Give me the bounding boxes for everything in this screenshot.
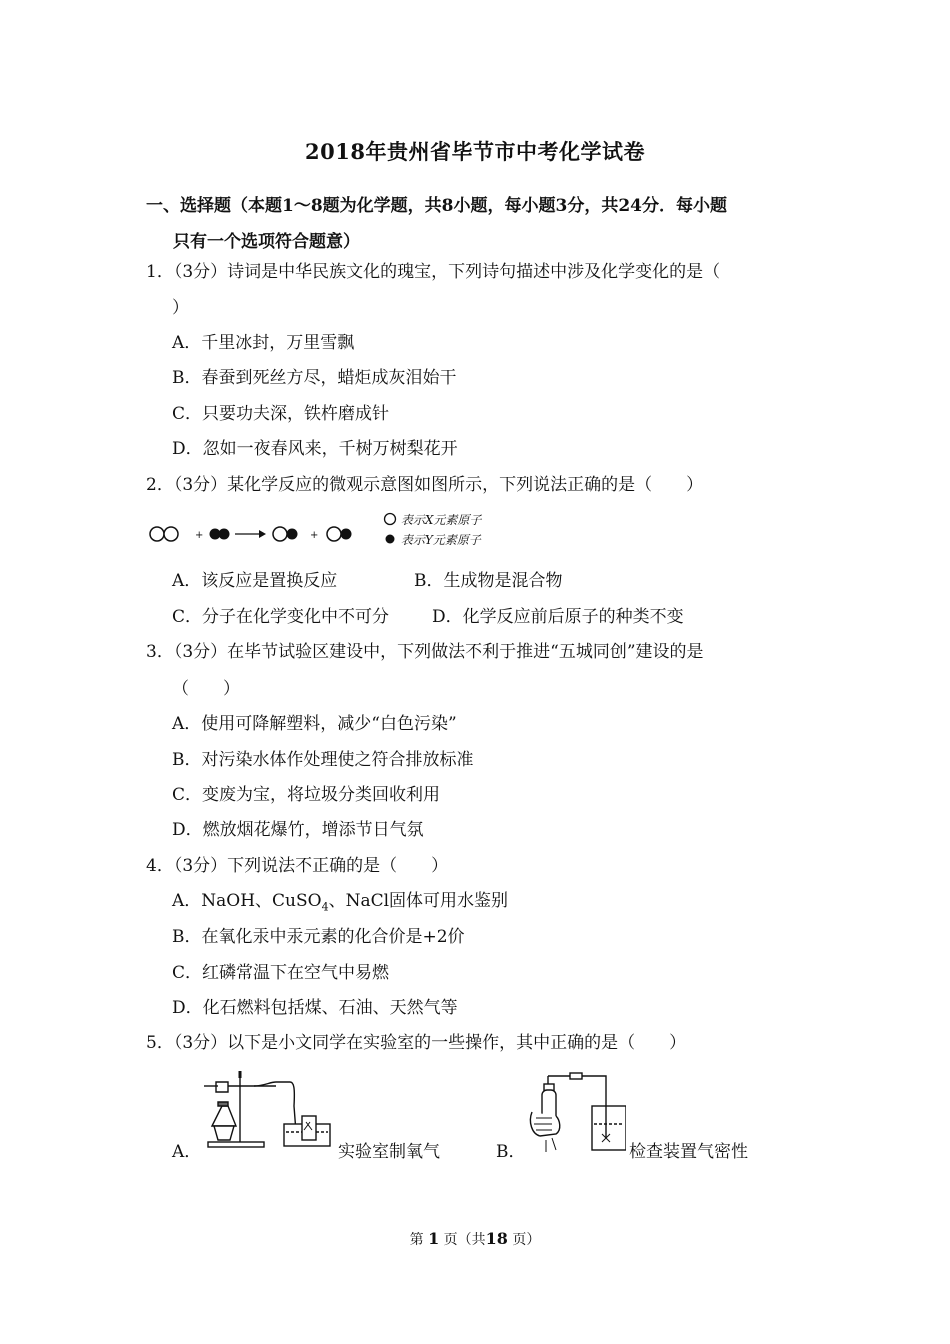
x2-molecule	[150, 527, 178, 541]
current-page-number: 1	[428, 1229, 440, 1248]
reaction-diagram	[146, 520, 376, 550]
airtightness-check-apparatus	[522, 1072, 626, 1156]
question-5-option-a-caption: 实验室制氧气	[338, 1142, 440, 1162]
question-3-stem-cont: （ ）	[172, 679, 240, 699]
plus-sign: +	[310, 530, 319, 541]
question-1-option-a: A．千里冰封，万里雪飘	[172, 333, 355, 353]
question-5-option-a-letter: A．	[172, 1142, 202, 1162]
oxygen-preparation-apparatus	[198, 1066, 338, 1154]
question-2-option-c: C．分子在化学变化中不可分	[172, 607, 390, 627]
reaction-arrow	[235, 530, 266, 538]
plus-sign: +	[195, 530, 204, 541]
xy-molecule	[327, 527, 352, 541]
question-2-option-a: A．该反应是置换反应	[172, 571, 338, 591]
question-1-option-d: D．忽如一夜春风来，千树万树梨花开	[172, 439, 458, 459]
page-footer: 第 1 页（共18 页）	[409, 1229, 541, 1248]
reaction-legend	[383, 510, 481, 550]
question-3-option-b: B．对污染水体作处理使之符合排放标准	[172, 750, 474, 770]
section-heading	[146, 188, 816, 260]
xy-molecule	[273, 527, 298, 541]
white-circle-icon	[383, 512, 397, 526]
question-3-option-a: A．使用可降解塑料，减少“白色污染”	[172, 714, 457, 734]
question-3-option-c: C．变废为宝，将垃圾分类回收利用	[172, 785, 441, 805]
section-heading-line1: 一、选择题（本题1～8题为化学题，共8小题，每小题3分，共24分．每小题	[146, 196, 727, 216]
question-2-stem: 2．（3分）某化学反应的微观示意图如图所示，下列说法正确的是（ ）	[146, 475, 704, 495]
question-1-option-c: C．只要功夫深，铁杵磨成针	[172, 404, 390, 424]
question-1-option-b: B．春蚕到死丝方尽，蜡炬成灰泪始干	[172, 368, 457, 388]
question-3-option-d: D．燃放烟花爆竹，增添节日气氛	[172, 820, 424, 840]
total-pages: 18	[485, 1229, 508, 1248]
question-5-stem: 5．（3分）以下是小文同学在实验室的一些操作，其中正确的是（ ）	[146, 1033, 687, 1053]
question-1-stem: 1．（3分）诗词是中华民族文化的瑰宝，下列诗句描述中涉及化学变化的是（	[146, 262, 721, 282]
question-3-stem: 3．（3分）在毕节试验区建设中，下列做法不利于推进“五城同创”建设的是	[146, 642, 704, 662]
section-heading-line2: 只有一个选项符合题意）	[173, 232, 360, 252]
y2-molecule	[210, 529, 230, 540]
question-2-option-b: B．生成物是混合物	[414, 571, 563, 591]
question-4-option-a: A．NaOH、CuSO$_4$、NaCl固体可用水鉴别	[172, 891, 509, 914]
question-5-option-b-caption: 检查装置气密性	[629, 1142, 748, 1162]
legend-y: 表示Y元素原子	[383, 530, 481, 550]
page-title: 2018年贵州省毕节市中考化学试卷	[305, 139, 645, 164]
question-4-option-b: B．在氧化汞中汞元素的化合价是+2价	[172, 927, 465, 947]
question-5-option-b-letter: B．	[496, 1142, 526, 1162]
question-2-option-d: D．化学反应前后原子的种类不变	[432, 607, 684, 627]
question-4-stem: 4．（3分）下列说法不正确的是（ ）	[146, 856, 449, 876]
question-4-option-d: D．化石燃料包括煤、石油、天然气等	[172, 998, 458, 1018]
black-circle-icon	[383, 532, 397, 546]
legend-x: 表示X元素原子	[383, 510, 481, 530]
question-4-option-c: C．红磷常温下在空气中易燃	[172, 963, 390, 983]
question-1-stem-cont: ）	[172, 298, 189, 318]
